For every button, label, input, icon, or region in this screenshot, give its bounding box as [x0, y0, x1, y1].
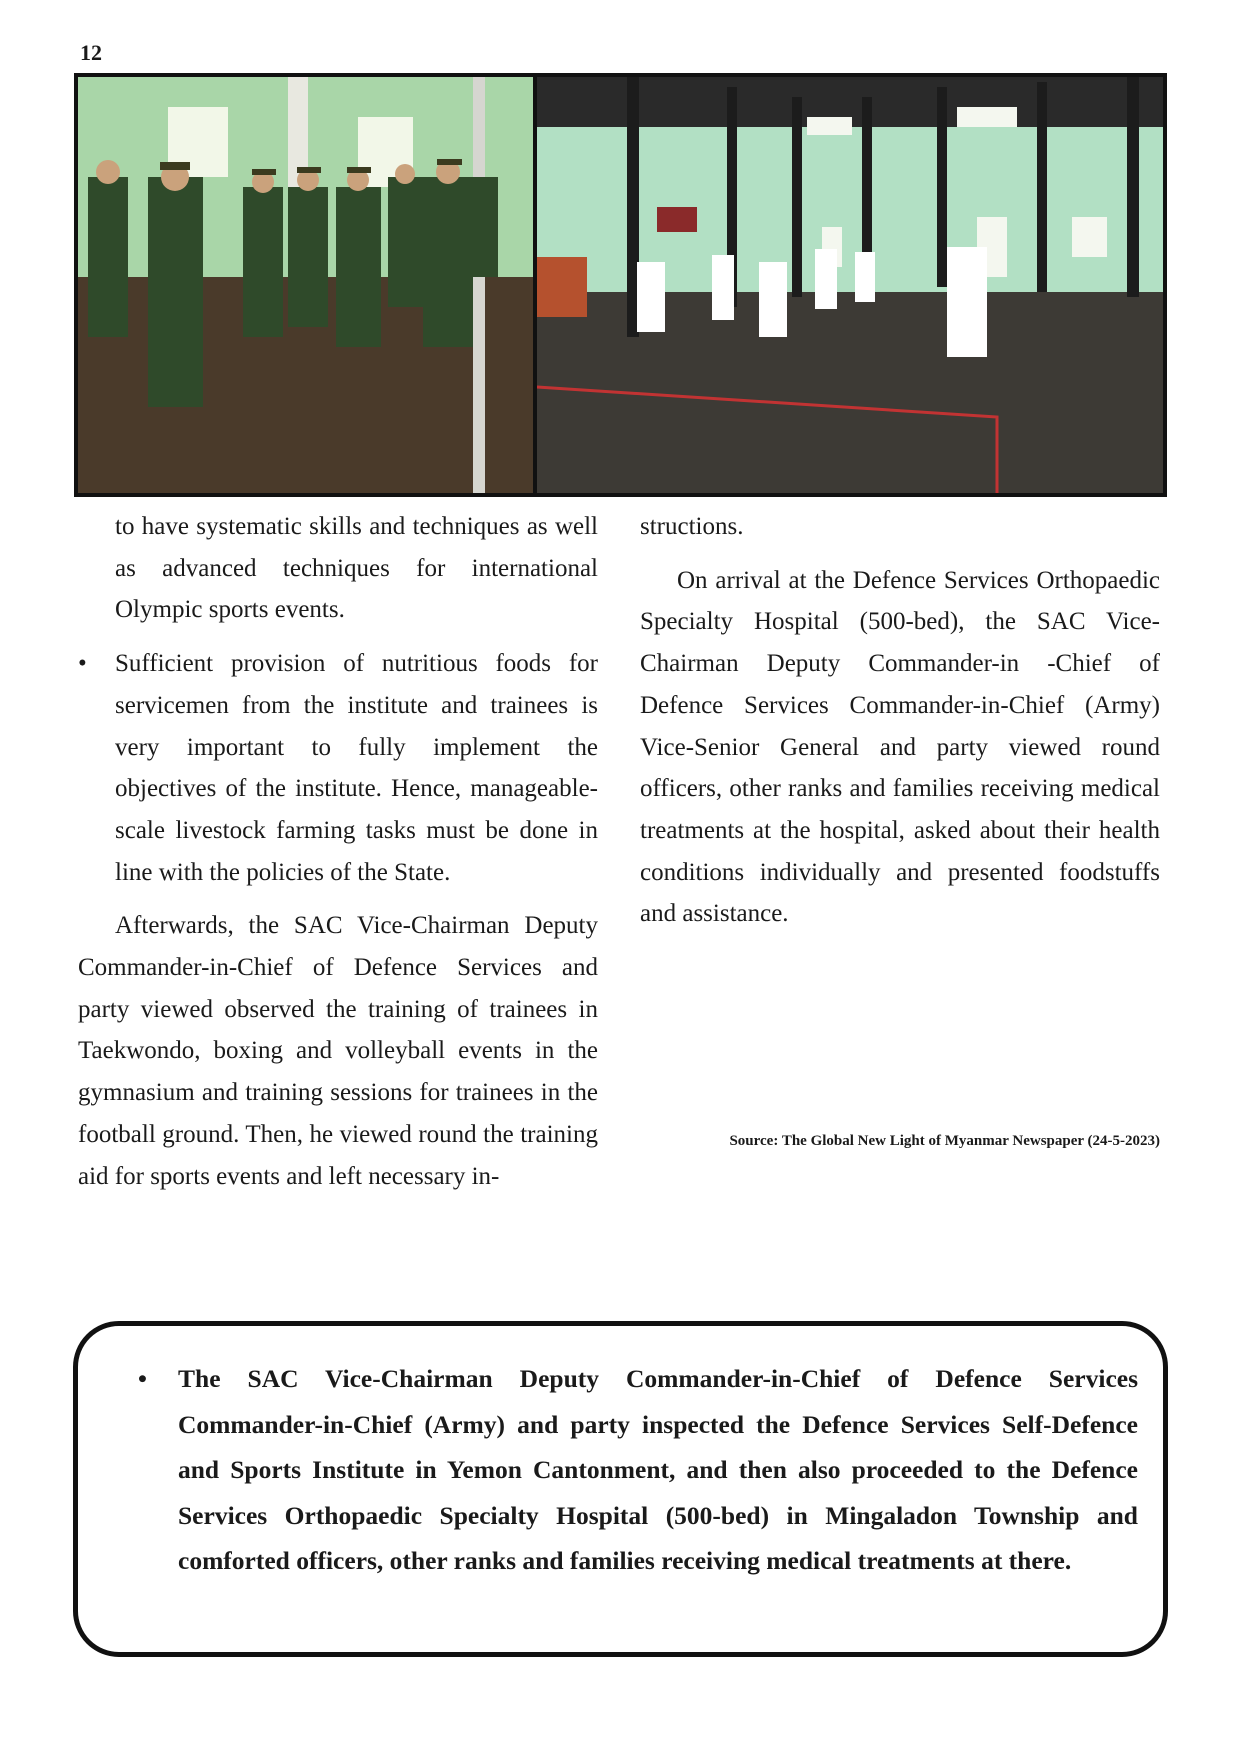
continued-word: structions. — [640, 513, 744, 540]
summary-box — [73, 1321, 1168, 1657]
photo-frame — [74, 73, 1167, 497]
bullet-paragraph — [78, 643, 598, 893]
hospital-paragraph: On arrival at the Defence Services Orthopaedic Specialty Hospital (500-bed), the SAC Vice-Chairman Deputy Commander-in -Chief of Defence Services Commander-in-Chief (Army) Vice-Senior General and party viewed round officers, other ranks and families receiving medical treatments at the hospital, asked about their health conditions individually and presented foodstuffs and assistance. — [640, 566, 1160, 928]
continued-paragraph: to have systematic skills and techniques as well as advanced techniques for international Olympic sports events. — [115, 513, 598, 624]
summary-text: The SAC Vice-Chairman Deputy Commander-in-Chief of Defence Services Commander-in-Chief (Army) and party inspected the Defence Services Self-Defence and Sports Institute in Yemon Cantonment, and then also proceeded to the Defence Services Orthopaedic Specialty Hospital (500-bed) in Mingaladon Township and comforted officers, other ranks and families receiving medical treatments at there. — [178, 1364, 1138, 1576]
inspection-photo — [78, 77, 533, 493]
bullet-text: Sufficient provision of nutritious foods for servicemen from the institute and trainees is very important to fully implement the objectives of the institute. Hence, manageable-scale livestock farming tasks must be done in line with the policies of the State. — [115, 650, 598, 886]
bullet-marker: • — [78, 650, 87, 678]
taekwondo-photo — [537, 77, 1163, 493]
summary-text-block — [138, 1356, 1138, 1584]
summary-bullet-marker: • — [138, 1364, 147, 1393]
left-column — [78, 506, 598, 1209]
right-column — [640, 506, 1160, 947]
afterwards-paragraph: Afterwards, the SAC Vice-Chairman Deputy Commander-in-Chief of Defence Services and party viewed observed the training of trainees in Taekwondo, boxing and volleyball events in the gymnasium and training sessions for trainees in the football ground. Then, he viewed round the training aid for sports events and left necessary in- — [78, 912, 598, 1190]
page-number: 12 — [80, 40, 102, 65]
source-citation: Source: The Global New Light of Myanmar Newspaper (24-5-2023) — [729, 1133, 1160, 1149]
